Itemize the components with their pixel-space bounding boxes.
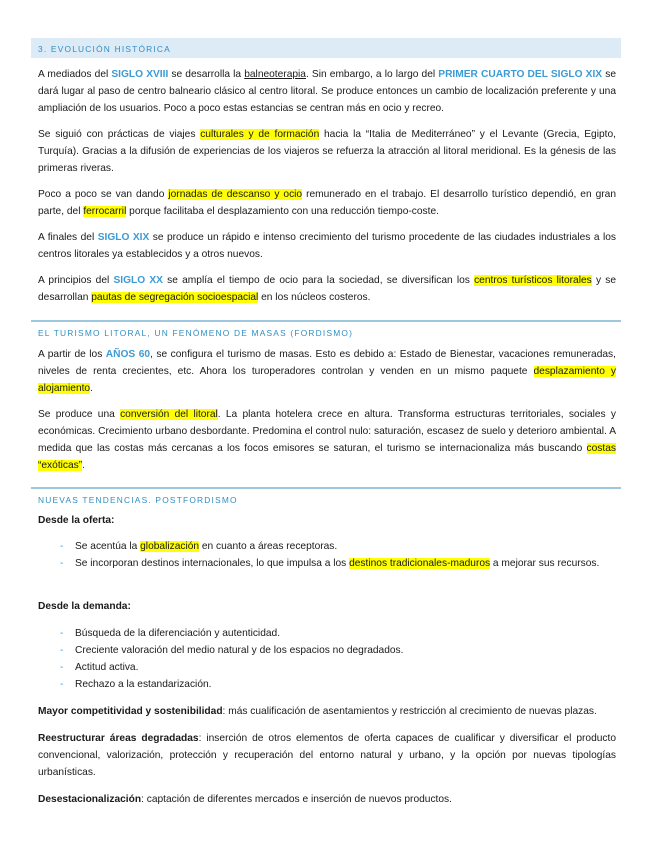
list-item — [38, 625, 616, 642]
bullet-dash: - — [60, 558, 64, 569]
section-title-nuevas-tendencias: NUEVAS TENDENCIAS. POSTFORDISMO — [38, 495, 238, 505]
text: se desarrolla la — [168, 69, 245, 80]
text: . La planta hotelera crece en altura. Transforma estructuras territoriales, sociales y económicas. Crecimiento urbano desbordante. Predomina el control nulo: saturación, escasez de suelo y deterioro ambiental. A medida que las costas más cercanas a los focos emisores se saturan, el turismo se internacionaliza más buscando — [38, 409, 616, 454]
text: Se siguió con prácticas de viajes — [38, 129, 201, 140]
text: en cuanto a áreas receptoras. — [199, 541, 338, 552]
list-demanda — [38, 625, 616, 693]
paragraph-siglo-xviii — [38, 66, 616, 117]
paragraph-conversion-litoral — [38, 406, 616, 474]
list-item — [38, 659, 616, 676]
keyword-siglo-xx: SIGLO XX — [113, 275, 163, 286]
keyword-anos-60: AÑOS 60 — [105, 349, 151, 360]
paragraph-anos-60 — [38, 346, 616, 397]
list-item — [38, 538, 616, 555]
highlight-destinos-tradicionales: destinos tradicionales-maduros — [349, 558, 491, 569]
text: se dará lugar al paso de centro balneario clásico al centro litoral. Se produce entonces un cambio de localización preferente y una ampliación de los usuarios. Poco a poco estas estancias se centran más en ocio y recreo. — [38, 69, 616, 114]
list-oferta — [38, 538, 616, 572]
paragraph-viajes-culturales — [38, 126, 616, 177]
text: : inserción de otros elementos de oferta capaces de cualificar y diversificar el producto convencional, valorización, protección y recuperación del entorno natural y urbano, y la opción por nuevas tipologías urbanísticas. — [38, 733, 616, 778]
keyword-siglo-xviii: SIGLO XVIII — [111, 69, 169, 80]
text: Se incorporan destinos internacionales, lo que impulsa a los — [75, 558, 350, 569]
text: a mejorar sus recursos. — [490, 558, 600, 569]
text: A partir de los — [38, 349, 106, 360]
text: A mediados del — [38, 69, 112, 80]
text: . — [90, 383, 93, 394]
text: se amplía el tiempo de ocio para la sociedad, se diversifican los — [162, 275, 475, 286]
keyword-primer-cuarto-siglo-xix: PRIMER CUARTO DEL SIGLO XIX — [438, 69, 603, 80]
highlight-jornadas-descanso: jornadas de descanso y ocio — [168, 189, 303, 200]
paragraph-desestacionalizacion — [38, 791, 616, 808]
lead-competitividad: Mayor competitividad y sostenibilidad — [38, 706, 223, 717]
bullet-dash: - — [60, 662, 64, 673]
text: Se acentúa la — [75, 541, 141, 552]
list-item — [38, 555, 616, 572]
highlight-conversion-litoral: conversión del litoral — [120, 409, 218, 420]
heading-desde-demanda: Desde la demanda: — [38, 601, 131, 612]
text: hacia la “Italia de Mediterráneo” y el Levante (Grecia, Egipto, Turquía). Gracias a la difusión de experiencias de los viajeros se refuerza la atracción al litoral meridional. Es la génesis de las primeras riveras. — [38, 129, 616, 174]
term-balneoterapia: balneoterapia — [244, 69, 306, 80]
text: , se configura el turismo de masas. Esto es debido a: Estado de Bienestar, vacaciones remuneradas, niveles de renta crecientes, etc. Ahora los turoperadores controlan y venden en un mismo paquete — [38, 349, 616, 377]
paragraph-jornadas-descanso — [38, 186, 616, 220]
highlight-costas-exoticas: costas “exóticas” — [38, 443, 616, 471]
section-title-evolucion: 3. EVOLUCIÓN HISTÓRICA — [38, 44, 171, 54]
keyword-siglo-xix: SIGLO XIX — [97, 232, 150, 243]
highlight-globalizacion: globalización — [140, 541, 200, 552]
text: A finales del — [38, 232, 98, 243]
text: en los núcleos costeros. — [258, 292, 371, 303]
text: porque facilitaba el desplazamiento con una reducción tiempo-coste. — [126, 206, 439, 217]
text: Se produce una — [38, 409, 121, 420]
text: Poco a poco se van dando — [38, 189, 169, 200]
highlight-centros-turisticos: centros turísticos litorales — [474, 275, 592, 286]
text: Actitud activa. — [75, 662, 139, 673]
highlight-ferrocarril: ferrocarril — [83, 206, 127, 217]
highlight-desplazamiento-alojamiento: desplazamiento y alojamiento — [38, 366, 616, 394]
lead-reestructurar: Reestructurar áreas degradadas — [38, 733, 199, 744]
list-item — [38, 676, 616, 693]
text: . Sin embargo, a lo largo del — [305, 69, 439, 80]
text: A principios del — [38, 275, 114, 286]
text: : más cualificación de asentamientos y restricción al crecimiento de nuevas plazas. — [222, 706, 597, 717]
paragraph-competitividad — [38, 703, 616, 720]
highlight-culturales-formacion: culturales y de formación — [200, 129, 320, 140]
text: Creciente valoración del medio natural y de los espacios no degradados. — [75, 645, 404, 656]
section-divider — [31, 320, 621, 322]
list-item — [38, 642, 616, 659]
text: se produce un rápido e intenso crecimiento del turismo procedente de las ciudades industriales a los centros litorales ya establecidos y a otros nuevos. — [38, 232, 616, 260]
text: remunerado en el trabajo. El desarrollo turístico dependió, en gran parte, del — [38, 189, 616, 217]
highlight-pautas-segregacion: pautas de segregación socioespacial — [91, 292, 259, 303]
heading-desde-oferta: Desde la oferta: — [38, 515, 115, 526]
paragraph-siglo-xx — [38, 272, 616, 306]
text: Rechazo a la estandarización. — [75, 679, 212, 690]
bullet-dash: - — [60, 541, 64, 552]
text: : captación de diferentes mercados e inserción de nuevos productos. — [141, 794, 452, 805]
paragraph-finales-siglo-xix — [38, 229, 616, 263]
bullet-dash: - — [60, 679, 64, 690]
section-title-turismo-litoral: EL TURISMO LITORAL, UN FENÓMENO DE MASAS (FORDISMO) — [38, 328, 354, 338]
bullet-dash: - — [60, 645, 64, 656]
text: Búsqueda de la diferenciación y autenticidad. — [75, 628, 281, 639]
bullet-dash: - — [60, 628, 64, 639]
section-divider — [31, 487, 621, 489]
text: y se desarrollan — [38, 275, 616, 303]
lead-desestacionalizacion: Desestacionalización — [38, 794, 142, 805]
text: . — [82, 460, 86, 471]
paragraph-reestructurar — [38, 730, 616, 781]
